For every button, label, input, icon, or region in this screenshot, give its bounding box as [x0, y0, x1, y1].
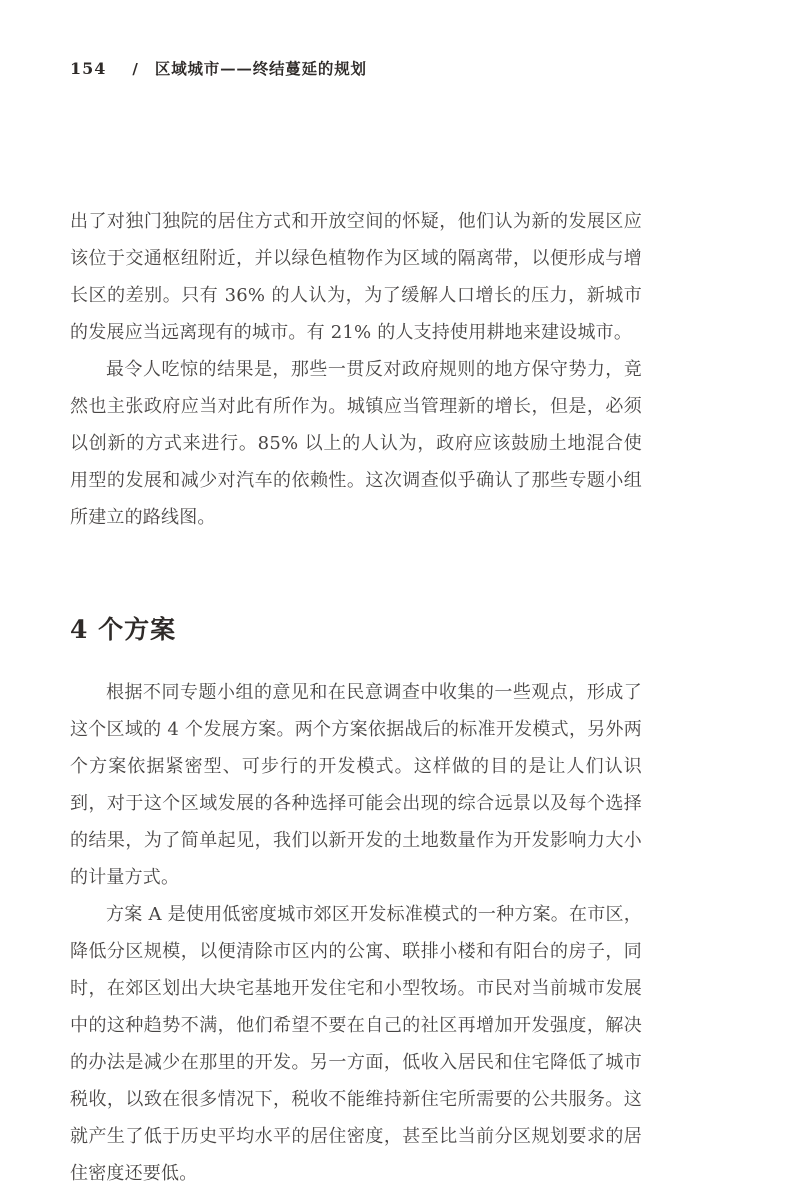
page-header	[70, 57, 367, 79]
page-number: 154	[70, 59, 107, 78]
paragraph: 根据不同专题小组的意见和在民意调查中收集的一些观点，形成了这个区域的 4 个发展方案。两个方案依据战后的标准开发模式，另外两个方案依据紧密型、可步行的开发模式。这样做的目的是让人们认识到，对于这个区域发展的各种选择可能会出现的综合远景以及每个选择的结果，为了简单起见，我们以新开发的土地数量作为开发影响力大小的计量方式。	[70, 682, 642, 888]
body-text	[70, 203, 642, 1192]
paragraph-continuation: 出了对独门独院的居住方式和开放空间的怀疑，他们认为新的发展区应该位于交通枢纽附近，并以绿色植物作为区域的隔离带，以便形成与增长区的差别。只有 36% 的人认为，为了缓解人口增长的压力，新城市的发展应当远离现有的城市。有 21% 的人支持使用耕地来建设城市。	[70, 211, 642, 343]
paragraph: 方案 A 是使用低密度城市郊区开发标准模式的一种方案。在市区，降低分区规模，以便清除市区内的公寓、联排小楼和有阳台的房子，同时，在郊区划出大块宅基地开发住宅和小型牧场。市民对当前城市发展中的这种趋势不满，他们希望不要在自己的社区再增加开发强度，解决的办法是减少在那里的开发。另一方面，低收入居民和住宅降低了城市税收，以致在很多情况下，税收不能维持新住宅所需要的公共服务。这就产生了低于历史平均水平的居住密度，甚至比当前分区规划要求的居住密度还要低。	[70, 904, 642, 1184]
paragraph: 最令人吃惊的结果是，那些一贯反对政府规则的地方保守势力，竟然也主张政府应当对此有所作为。城镇应当管理新的增长，但是，必须以创新的方式来进行。85% 以上的人认为，政府应该鼓励土地混合使用型的发展和减少对汽车的依赖性。这次调查似乎确认了那些专题小组所建立的路线图。	[70, 359, 642, 528]
header-separator: /	[132, 60, 138, 78]
book-title: 区域城市——终结蔓延的规划	[154, 59, 367, 78]
section-heading: 4 个方案	[70, 615, 177, 644]
